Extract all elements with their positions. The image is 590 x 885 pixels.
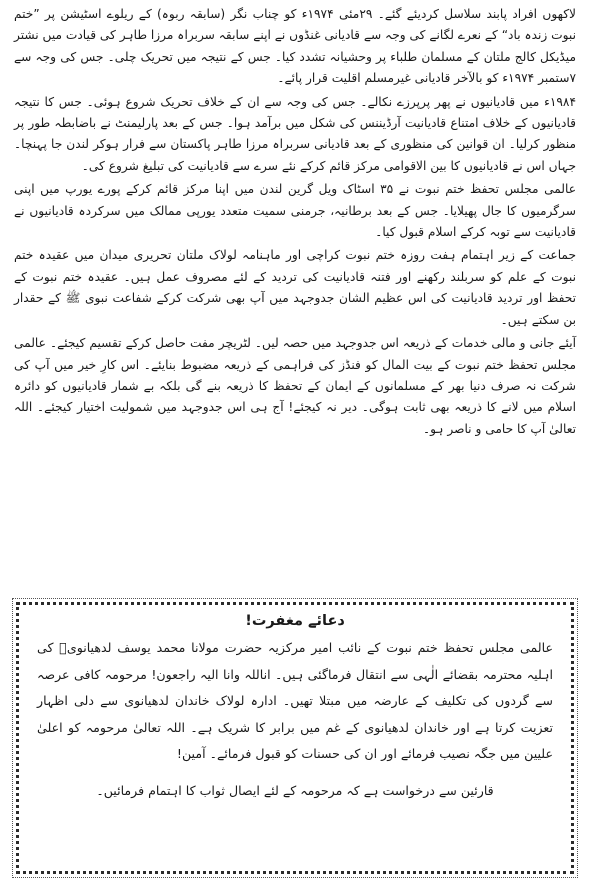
article-paragraph: آیئے جانی و مالی خدمات کے ذریعہ اس جدوجہد میں حصہ لیں۔ لٹریچر مفت حاصل کرکے تقسیم کیجئے۔ عالمی مجلس تحفظ ختم نبوت کے بیت المال کو فنڈز کی فراہمی کے ذریعہ مضبوط بنایئے۔ اس کارِ خیر میں آپ کی شرکت نہ صرف دنیا بھر کے مسلمانوں کے ایمان کے تحفظ کا ذریعہ بنے گی بلکہ بے شمار قادیانیوں کو دائرہ اسلام میں لانے کا ذریعہ بھی ثابت ہوگی۔ دیر نہ کیجئے! آج ہی اس جدوجہد میں شمولیت اختیار کیجئے۔ اللہ تعالیٰ آپ کا حامی و ناصر ہو۔ (14, 336, 576, 436)
notice-title: دعائے مغفرت! (245, 613, 345, 629)
article-paragraph: عالمی مجلس تحفظ ختم نبوت نے ۳۵ اسٹاک ویل گرین لندن میں اپنا مرکز قائم کرکے پورے یورپ میں اپنی سرگرمیوں کا جال پھیلایا۔ جس کے بعد برطانیہ، جرمنی سمیت متعدد یورپی ممالک میں سرکردہ قادیانیوں نے قادیانیت سے توبہ کرکے اسلام قبول کیا۔ (14, 182, 576, 240)
notice-paragraph: عالمی مجلس تحفظ ختم نبوت کے نائب امیر مرکزیہ حضرت مولانا محمد یوسف لدھیانویؒ کی اہلیہ محترمہ بقضائے الٰہی سے انتقال فرماگئی ہیں۔ اناللہ وانا الیہ راجعون! مرحومہ کافی عرصہ سے گردوں کی تکلیف کے عارضہ میں مبتلا تھیں۔ ادارہ لولاک خاندان لدھیانوی سے دلی اظہار تعزیت کرتا ہے اور خاندان لدھیانوی کے غم میں برابر کا شریک ہے۔ اللہ تعالیٰ مرحومہ کو اعلیٰ علیین میں جگہ نصیب فرمائے اور ان کی حسنات کو قبول فرمائے۔ آمین! (37, 640, 553, 761)
article-body (14, 4, 576, 440)
notice-body (37, 635, 553, 804)
article-paragraph: لاکھوں افراد پابند سلاسل کردیئے گئے۔ ۲۹مئی ۱۹۷۴ء کو چناب نگر (سابقہ ربوہ) کے ریلوے اسٹیشن پر ”ختم نبوت زندہ باد“ کے نعرے لگانے کی وجہ سے قادیانی غنڈوں نے اپنے سابقہ سربراہ مرزا طاہر کی قیادت میں نشتر میڈیکل کالج ملتان کے مسلمان طلباء پر وحشیانہ تشدد کیا۔ جس کے نتیجہ میں تحریک چلی۔ جس کی وجہ سے ۷ستمبر ۱۹۷۴ء کو بالآخر قادیانی غیرمسلم اقلیت قرار پائے۔ (14, 7, 576, 86)
article-paragraph: ۱۹۸۴ء میں قادیانیوں نے پھر پرپرزے نکالے۔ جس کی وجہ سے ان کے خلاف تحریک شروع ہوئی۔ جس کا نتیجہ قادیانیوں کے خلاف امتناع قادیانیت آرڈیننس کی شکل میں برآمد ہوا۔ جس کے بعد پارلیمنٹ نے باضابطہ طور پر منظور کرلیا۔ ان قوانین کی منظوری کے بعد قادیانی سربراہ مرزا طاہر پاکستان سے فرار ہوکر لندن جا پہنچا۔ جہاں اس نے قادیانیوں کا بین الاقوامی مرکز قائم کرکے نئے سرے سے قادیانیت کی تبلیغ شروع کی۔ (14, 94, 576, 173)
condolence-notice-box (16, 602, 574, 874)
article-paragraph: جماعت کے زیر اہتمام ہفت روزہ ختم نبوت کراچی اور ماہنامہ لولاک ملتان تحریری میدان میں عقیدہ ختم نبوت کے علم کو سربلند رکھنے اور فتنہ قادیانیت کی تردید کے لئے مصروف عمل ہیں۔ عقیدہ ختم نبوت کے تحفظ اور تردید قادیانیت کی اس عظیم الشان جدوجہد میں آپ بھی شرکت کرکے شفاعت نبوی ﷺ کے حقدار بن سکتے ہیں۔ (14, 248, 576, 327)
notice-request: قارئین سے درخواست ہے کہ مرحومہ کے لئے ایصال ثواب کا اہتمام فرمائیں۔ (96, 782, 494, 798)
